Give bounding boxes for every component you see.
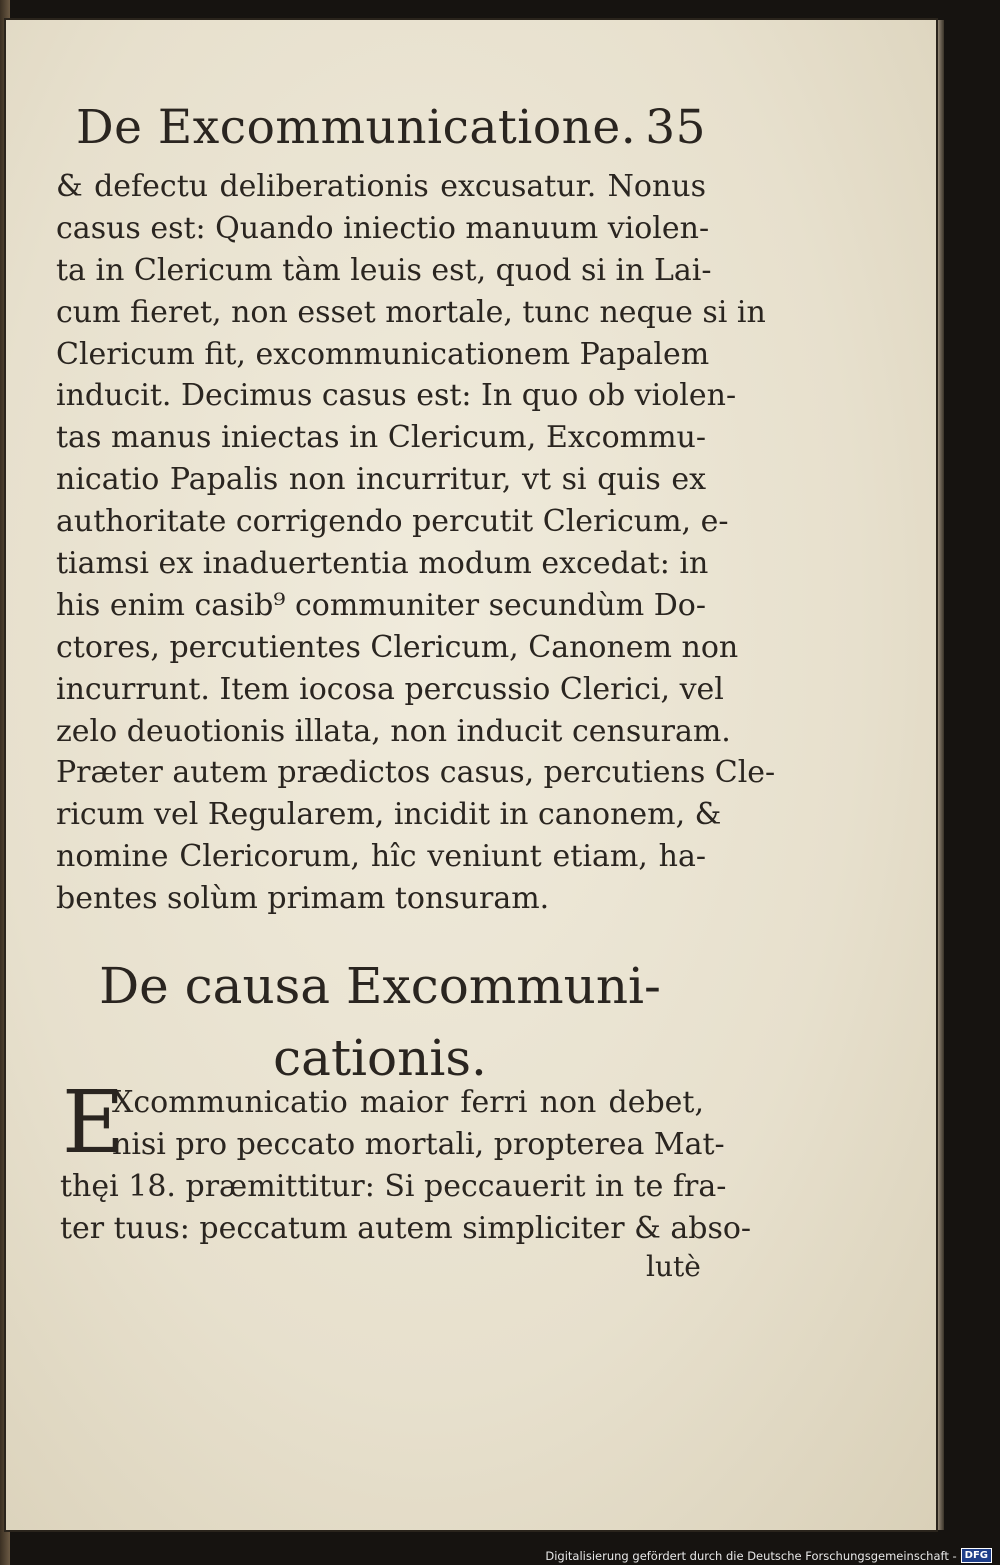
body-line: Clericum fit, excommunicationem Papalem (56, 336, 710, 372)
body-line: nicatio Papalis non incurritur, vt si quis ex (56, 462, 706, 498)
body-line: bentes solùm primam tonsuram. (56, 881, 550, 917)
section-heading (60, 950, 700, 1094)
body-line: incurrunt. Item iocosa percussio Clerici, vel (56, 671, 724, 707)
body-line: nomine Clericorum, hîc veniunt etiam, ha- (56, 839, 706, 875)
body-line: authoritate corrigendo percutit Clericum, e- (56, 504, 729, 540)
drop-cap: E (62, 1073, 125, 1173)
body-line: tas manus iniectas in Clericum, Excommu- (56, 420, 706, 456)
section-heading-line: De causa Excommuni- (99, 957, 661, 1015)
section-line: nisi pro peccato mortali, propterea Mat- (112, 1127, 725, 1162)
section-line: Xcommunicatio maior ferri non debet, (112, 1085, 704, 1120)
body-line: inducit. Decimus casus est: In quo ob violen- (56, 378, 737, 414)
catchword: lutè (646, 1250, 701, 1283)
body-line: & defectu deliberationis excusatur. Nonus (56, 169, 706, 204)
body-line: zelo deuotionis illata, non inducit censuram. (56, 713, 731, 749)
digitization-footer (545, 1548, 992, 1563)
body-line: cum fieret, non esset mortale, tunc neque si in (56, 294, 766, 330)
header-title: De Excommunicatione. (76, 100, 637, 155)
dfg-logo: DFG (961, 1548, 992, 1563)
footer-credit: Digitalisierung gefördert durch die Deutsche Forschungsgemeinschaft - (545, 1548, 957, 1563)
body-line: Præter autem prædictos casus, percutiens Cle- (56, 755, 776, 791)
body-line: ctores, percutientes Clericum, Canonem non (56, 629, 739, 665)
section-line: thęi 18. præmittitur: Si peccauerit in te fra- (60, 1169, 727, 1204)
body-line: ta in Clericum tàm leuis est, quod si in Lai- (56, 252, 712, 288)
body-line: tiamsi ex inaduertentia modum excedat: in (56, 546, 709, 582)
body-text (56, 166, 776, 920)
body-line: ricum vel Regularem, incidit in canonem, & (56, 797, 722, 833)
body-line: his enim casib⁹ communiter secundùm Do- (56, 587, 706, 623)
body-line: casus est: Quando iniectio manuum violen- (56, 210, 710, 246)
running-header (76, 100, 706, 155)
page-number: 35 (645, 100, 706, 155)
section-body (60, 1073, 752, 1250)
section-heading-line: cationis. (273, 1029, 487, 1087)
section-line: ter tuus: peccatum autem simpliciter & abso- (60, 1211, 752, 1246)
